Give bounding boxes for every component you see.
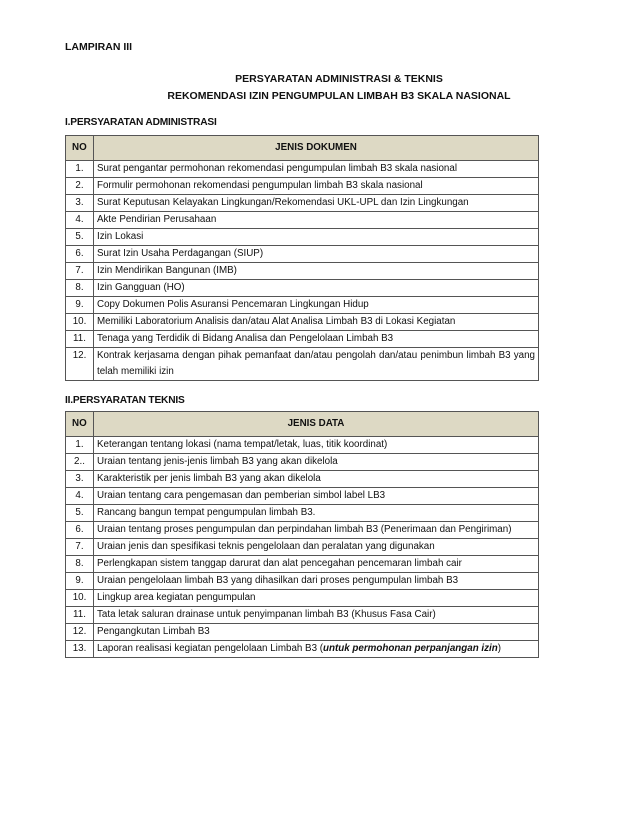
section2-heading: II.PERSYARATAN TEKNIS <box>65 395 185 406</box>
row-number: 9. <box>66 297 94 314</box>
row-text: Perlengkapan sistem tanggap darurat dan alat pencegahan pencemaran limbah cair <box>94 556 539 573</box>
row-number: 11. <box>66 607 94 624</box>
row-text: Izin Mendirikan Bangunan (IMB) <box>94 263 539 280</box>
row-number: 2. <box>66 178 94 195</box>
table-row <box>66 437 539 454</box>
row-text-tail: ) <box>497 643 502 654</box>
table-row <box>66 505 539 522</box>
table-row <box>66 246 539 263</box>
row-number: 1. <box>66 161 94 178</box>
row-number: 4. <box>66 488 94 505</box>
row-number: 11. <box>66 331 94 348</box>
table-row <box>66 471 539 488</box>
table-row <box>66 556 539 573</box>
table-row <box>66 522 539 539</box>
table-row <box>66 488 539 505</box>
row-number: 10. <box>66 590 94 607</box>
row-number: 7. <box>66 263 94 280</box>
table-row <box>66 229 539 246</box>
column-header-jenis-dokumen: JENIS DOKUMEN <box>94 136 539 161</box>
row-text: Izin Gangguan (HO) <box>94 280 539 297</box>
table-row <box>66 590 539 607</box>
row-text: Keterangan tentang lokasi (nama tempat/letak, luas, titik koordinat) <box>94 437 539 454</box>
table-row <box>66 641 539 658</box>
row-text-emphasis: untuk permohonan perpanjangan izin <box>323 643 498 654</box>
row-text: Uraian tentang cara pengemasan dan pemberian simbol label LB3 <box>94 488 539 505</box>
row-text: Pengangkutan Limbah B3 <box>94 624 539 641</box>
table-row <box>66 314 539 331</box>
row-text: Surat Keputusan Kelayakan Lingkungan/Rekomendasi UKL-UPL dan Izin Lingkungan <box>94 195 539 212</box>
row-text: Uraian tentang proses pengumpulan dan perpindahan limbah B3 (Penerimaan dan Pengiriman) <box>94 522 539 539</box>
table-row <box>66 348 539 381</box>
row-text: Akte Pendirian Perusahaan <box>94 212 539 229</box>
row-text: Karakteristik per jenis limbah B3 yang akan dikelola <box>94 471 539 488</box>
row-text: Formulir permohonan rekomendasi pengumpulan limbah B3 skala nasional <box>94 178 539 195</box>
row-text: Surat pengantar permohonan rekomendasi pengumpulan limbah B3 skala nasional <box>94 161 539 178</box>
row-number: 5. <box>66 229 94 246</box>
row-text <box>94 641 539 658</box>
row-number: 5. <box>66 505 94 522</box>
row-number: 3. <box>66 471 94 488</box>
table-row <box>66 331 539 348</box>
row-number: 9. <box>66 573 94 590</box>
table-row <box>66 195 539 212</box>
row-text: Surat Izin Usaha Perdagangan (SIUP) <box>94 246 539 263</box>
table-row <box>66 212 539 229</box>
row-text: Tata letak saluran drainase untuk penyimpanan limbah B3 (Khusus Fasa Cair) <box>94 607 539 624</box>
row-text-lead: Laporan realisasi kegiatan pengelolaan Limbah B3 ( <box>97 643 324 654</box>
row-number: 7. <box>66 539 94 556</box>
lampiran-label: LAMPIRAN III <box>65 41 133 53</box>
row-number: 6. <box>66 522 94 539</box>
document-title-line2: REKOMENDASI IZIN PENGUMPULAN LIMBAH B3 SKALA NASIONAL <box>167 90 511 102</box>
column-header-no: NO <box>66 136 94 161</box>
section1-heading: I.PERSYARATAN ADMINISTRASI <box>65 117 217 128</box>
row-number: 13. <box>66 641 94 658</box>
table-row <box>66 263 539 280</box>
row-text: Kontrak kerjasama dengan pihak pemanfaat dan/atau pengolah dan/atau penimbun limbah B3 yang telah memiliki izin <box>94 348 539 381</box>
row-number: 1. <box>66 437 94 454</box>
table-row <box>66 539 539 556</box>
row-number: 6. <box>66 246 94 263</box>
row-text: Uraian pengelolaan limbah B3 yang dihasilkan dari proses pengumpulan limbah B3 <box>94 573 539 590</box>
table-row <box>66 607 539 624</box>
column-header-jenis-data: JENIS DATA <box>94 412 539 437</box>
row-number: 3. <box>66 195 94 212</box>
teknis-table <box>65 411 539 658</box>
row-text: Copy Dokumen Polis Asuransi Pencemaran Lingkungan Hidup <box>94 297 539 314</box>
document-title-line1: PERSYARATAN ADMINISTRASI & TEKNIS <box>235 73 443 85</box>
table-row <box>66 454 539 471</box>
row-number: 4. <box>66 212 94 229</box>
row-text: Lingkup area kegiatan pengumpulan <box>94 590 539 607</box>
administrasi-table <box>65 135 539 381</box>
table-row <box>66 280 539 297</box>
row-text: Tenaga yang Terdidik di Bidang Analisa dan Pengelolaan Limbah B3 <box>94 331 539 348</box>
column-header-no: NO <box>66 412 94 437</box>
table-row <box>66 573 539 590</box>
row-number: 10. <box>66 314 94 331</box>
table-row <box>66 178 539 195</box>
table-header-row <box>66 412 539 437</box>
row-number: 2.. <box>66 454 94 471</box>
row-number: 8. <box>66 280 94 297</box>
row-text: Izin Lokasi <box>94 229 539 246</box>
row-text: Uraian jenis dan spesifikasi teknis pengelolaan dan peralatan yang digunakan <box>94 539 539 556</box>
table-row <box>66 624 539 641</box>
table-row <box>66 297 539 314</box>
row-number: 8. <box>66 556 94 573</box>
table-row <box>66 161 539 178</box>
table-header-row <box>66 136 539 161</box>
row-text: Uraian tentang jenis-jenis limbah B3 yang akan dikelola <box>94 454 539 471</box>
row-text: Rancang bangun tempat pengumpulan limbah B3. <box>94 505 539 522</box>
row-number: 12. <box>66 348 94 381</box>
row-number: 12. <box>66 624 94 641</box>
row-text: Memiliki Laboratorium Analisis dan/atau Alat Analisa Limbah B3 di Lokasi Kegiatan <box>94 314 539 331</box>
